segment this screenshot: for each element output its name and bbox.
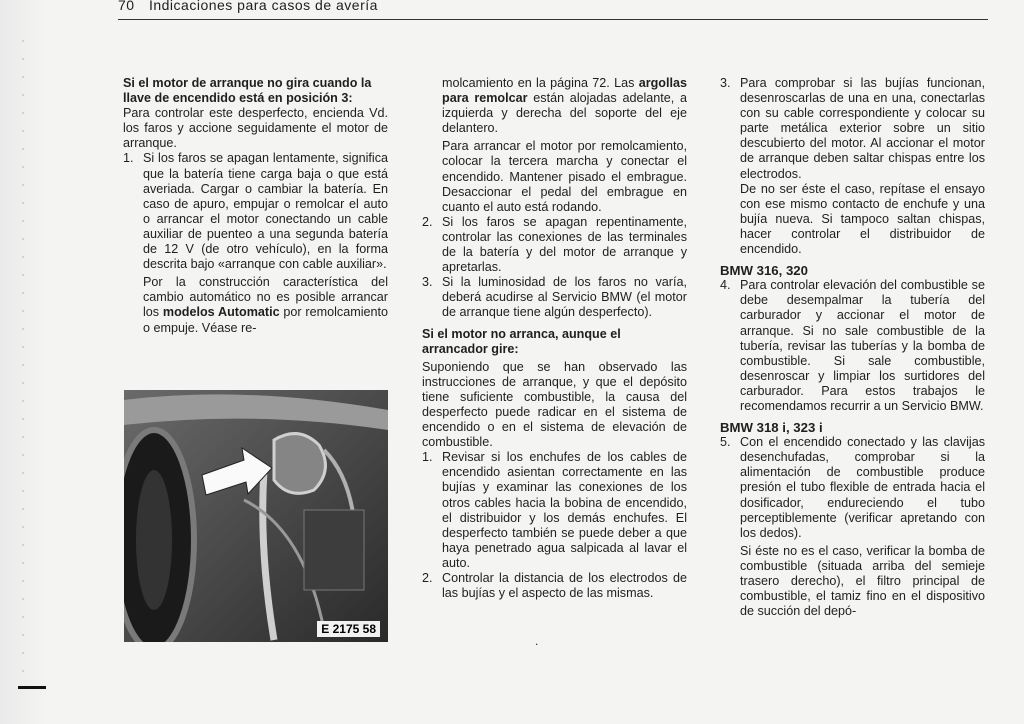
list-number: 3. xyxy=(720,76,731,90)
spark-test-paragraph: De no ser éste el caso, repítase el ensayo con ese mismo contacto de enchufe y una bujía nueva. Si tampoco saltan chispas, hacer controlar el distribuidor de encendido. xyxy=(740,181,985,257)
photo-reference-code: E 2175 58 xyxy=(317,621,380,637)
list-text: Si los faros se apagan lentamente, significa que la batería tiene carga baja o que está averiada. Cargar o cambiar la batería. En caso de apuro, empujar o remolcar el auto o arrancar el motor conectando un cable auxiliar de puenteo a una segunda batería de 12 V (de otro vehículo), en la forma descrita bajo «arranque con cable auxiliar». xyxy=(143,151,388,272)
page-binding-margin xyxy=(0,0,48,724)
column-3 xyxy=(720,76,985,619)
list-text: Para comprobar si las bujías funcionan, desenroscarlas de una en una, conectarlas con su cable correspondiente y colocar su parte metálica exterior sobre un sitio descubierto del motor. Al accionar el motor de arranque deben saltar chispas entre los electrodos. xyxy=(740,76,985,181)
list-item xyxy=(422,215,687,275)
towing-paragraph xyxy=(422,76,687,136)
list-text: Con el encendido conectado y las clavijas desenchufadas, comprobar si la alimentación de combustible produce presión el tubo flexible de entrada hacia el dosificador, endureciendo el tubo perceptiblemente (verificar apretando con los dedos). xyxy=(740,435,985,540)
intro-paragraph: Para controlar este desperfecto, encienda Vd. los faros y accione seguidamente el motor de arranque. xyxy=(123,106,388,151)
list-item xyxy=(422,571,687,601)
column-1 xyxy=(123,76,388,336)
page-header-title: Indicaciones para casos de avería xyxy=(148,0,378,13)
engine-photo xyxy=(124,390,388,642)
list-number: 1. xyxy=(123,151,134,166)
list-text: Controlar la distancia de los electrodos de las bujías y el aspecto de las mismas. xyxy=(442,571,687,601)
list-number: 5. xyxy=(720,435,731,450)
list-number: 1. xyxy=(422,450,433,465)
page-header xyxy=(118,0,988,20)
fuel-pump-paragraph: Si éste no es el caso, verificar la bomba de combustible (situada arriba del semieje trasero derecho), el filtro principal de combustible, el tamiz fino en el dispositivo de succión del depó- xyxy=(740,543,985,619)
model-heading-316-320: BMW 316, 320 xyxy=(720,263,808,279)
paragraph-text: están alojadas adelante, a izquierda y derecha del soporte del eje delantero. xyxy=(442,91,688,136)
automatic-paragraph xyxy=(123,275,388,335)
binding-bar xyxy=(18,686,46,689)
binding-marks xyxy=(22,40,24,680)
list-item xyxy=(720,76,985,182)
engine-photo-illustration xyxy=(124,390,388,642)
model-heading-318i-323i: BMW 318 i, 323 i xyxy=(720,420,823,436)
paragraph-text: por remolcamiento o empuje. Véase re- xyxy=(143,305,389,335)
emphasis-text: argollas para remolcar xyxy=(442,76,687,106)
stray-mark: . xyxy=(535,634,539,648)
list-text: Si los faros se apagan repentinamente, controlar las conexiones de las terminales de la batería y del motor de arranque y apretarlas. xyxy=(442,214,687,275)
column-2 xyxy=(422,76,687,601)
list-item xyxy=(720,435,985,541)
list-number: 3. xyxy=(422,275,433,290)
list-text: Para controlar elevación del combustible se debe desempalmar la tubería del carburador y accionar el motor de arranque. Si no sale combustible de la tubería, revisar las tuberías y la bomba de combustible. Si sale combustible, desenroscar y limpiar los surtidores del carburador. Para estos trabajos le recomendamos recurrir a un Servicio BMW. xyxy=(740,278,985,413)
list-item xyxy=(123,151,388,272)
list-number: 2. xyxy=(422,214,433,229)
section-heading-no-start: Si el motor no arranca, aunque el arrancador gire: xyxy=(422,326,621,356)
list-item xyxy=(720,278,985,414)
tow-start-paragraph: Para arrancar el motor por remolcamiento, colocar la tercera marcha y conectar el encendido. Mantener pisado el embrague. Desaccionar el pedal del embrague en cuanto el auto está rodando. xyxy=(442,139,687,214)
page-number: 70 xyxy=(118,0,135,13)
list-item xyxy=(422,275,687,320)
paragraph-text: molcamiento en la página 72. Las xyxy=(442,76,639,90)
list-text: Revisar si los enchufes de los cables de encendido asientan correctamente en las bujías y examinar las conexiones de los otros cables hacia la bobina de encendido, el distribuidor y los demás enchufes. El desperfecto también se puede deber a que haya penetrado agua salpicada al lavar el auto. xyxy=(442,450,687,570)
emphasis-text: modelos Automatic xyxy=(162,305,280,320)
list-number: 2. xyxy=(422,571,433,585)
section-heading-starter: Si el motor de arranque no gira cuando la llave de encendido está en posición 3: xyxy=(123,76,372,106)
list-text: Si la luminosidad de los faros no varía, deberá acudirse al Servicio BMW (el motor de arranque tiene algún desperfecto). xyxy=(442,275,687,320)
list-item xyxy=(422,450,687,571)
list-number: 4. xyxy=(720,278,731,293)
paragraph-text: Por la construcción característica del cambio automático no es posible arrancar los xyxy=(143,275,388,320)
intro-paragraph: Suponiendo que se han observado las instrucciones de arranque, y que el depósito tiene suficiente combustible, la causa del desperfecto puede radicar en el sistema de encendido o en el sistema de elevación de combustible. xyxy=(422,359,687,450)
